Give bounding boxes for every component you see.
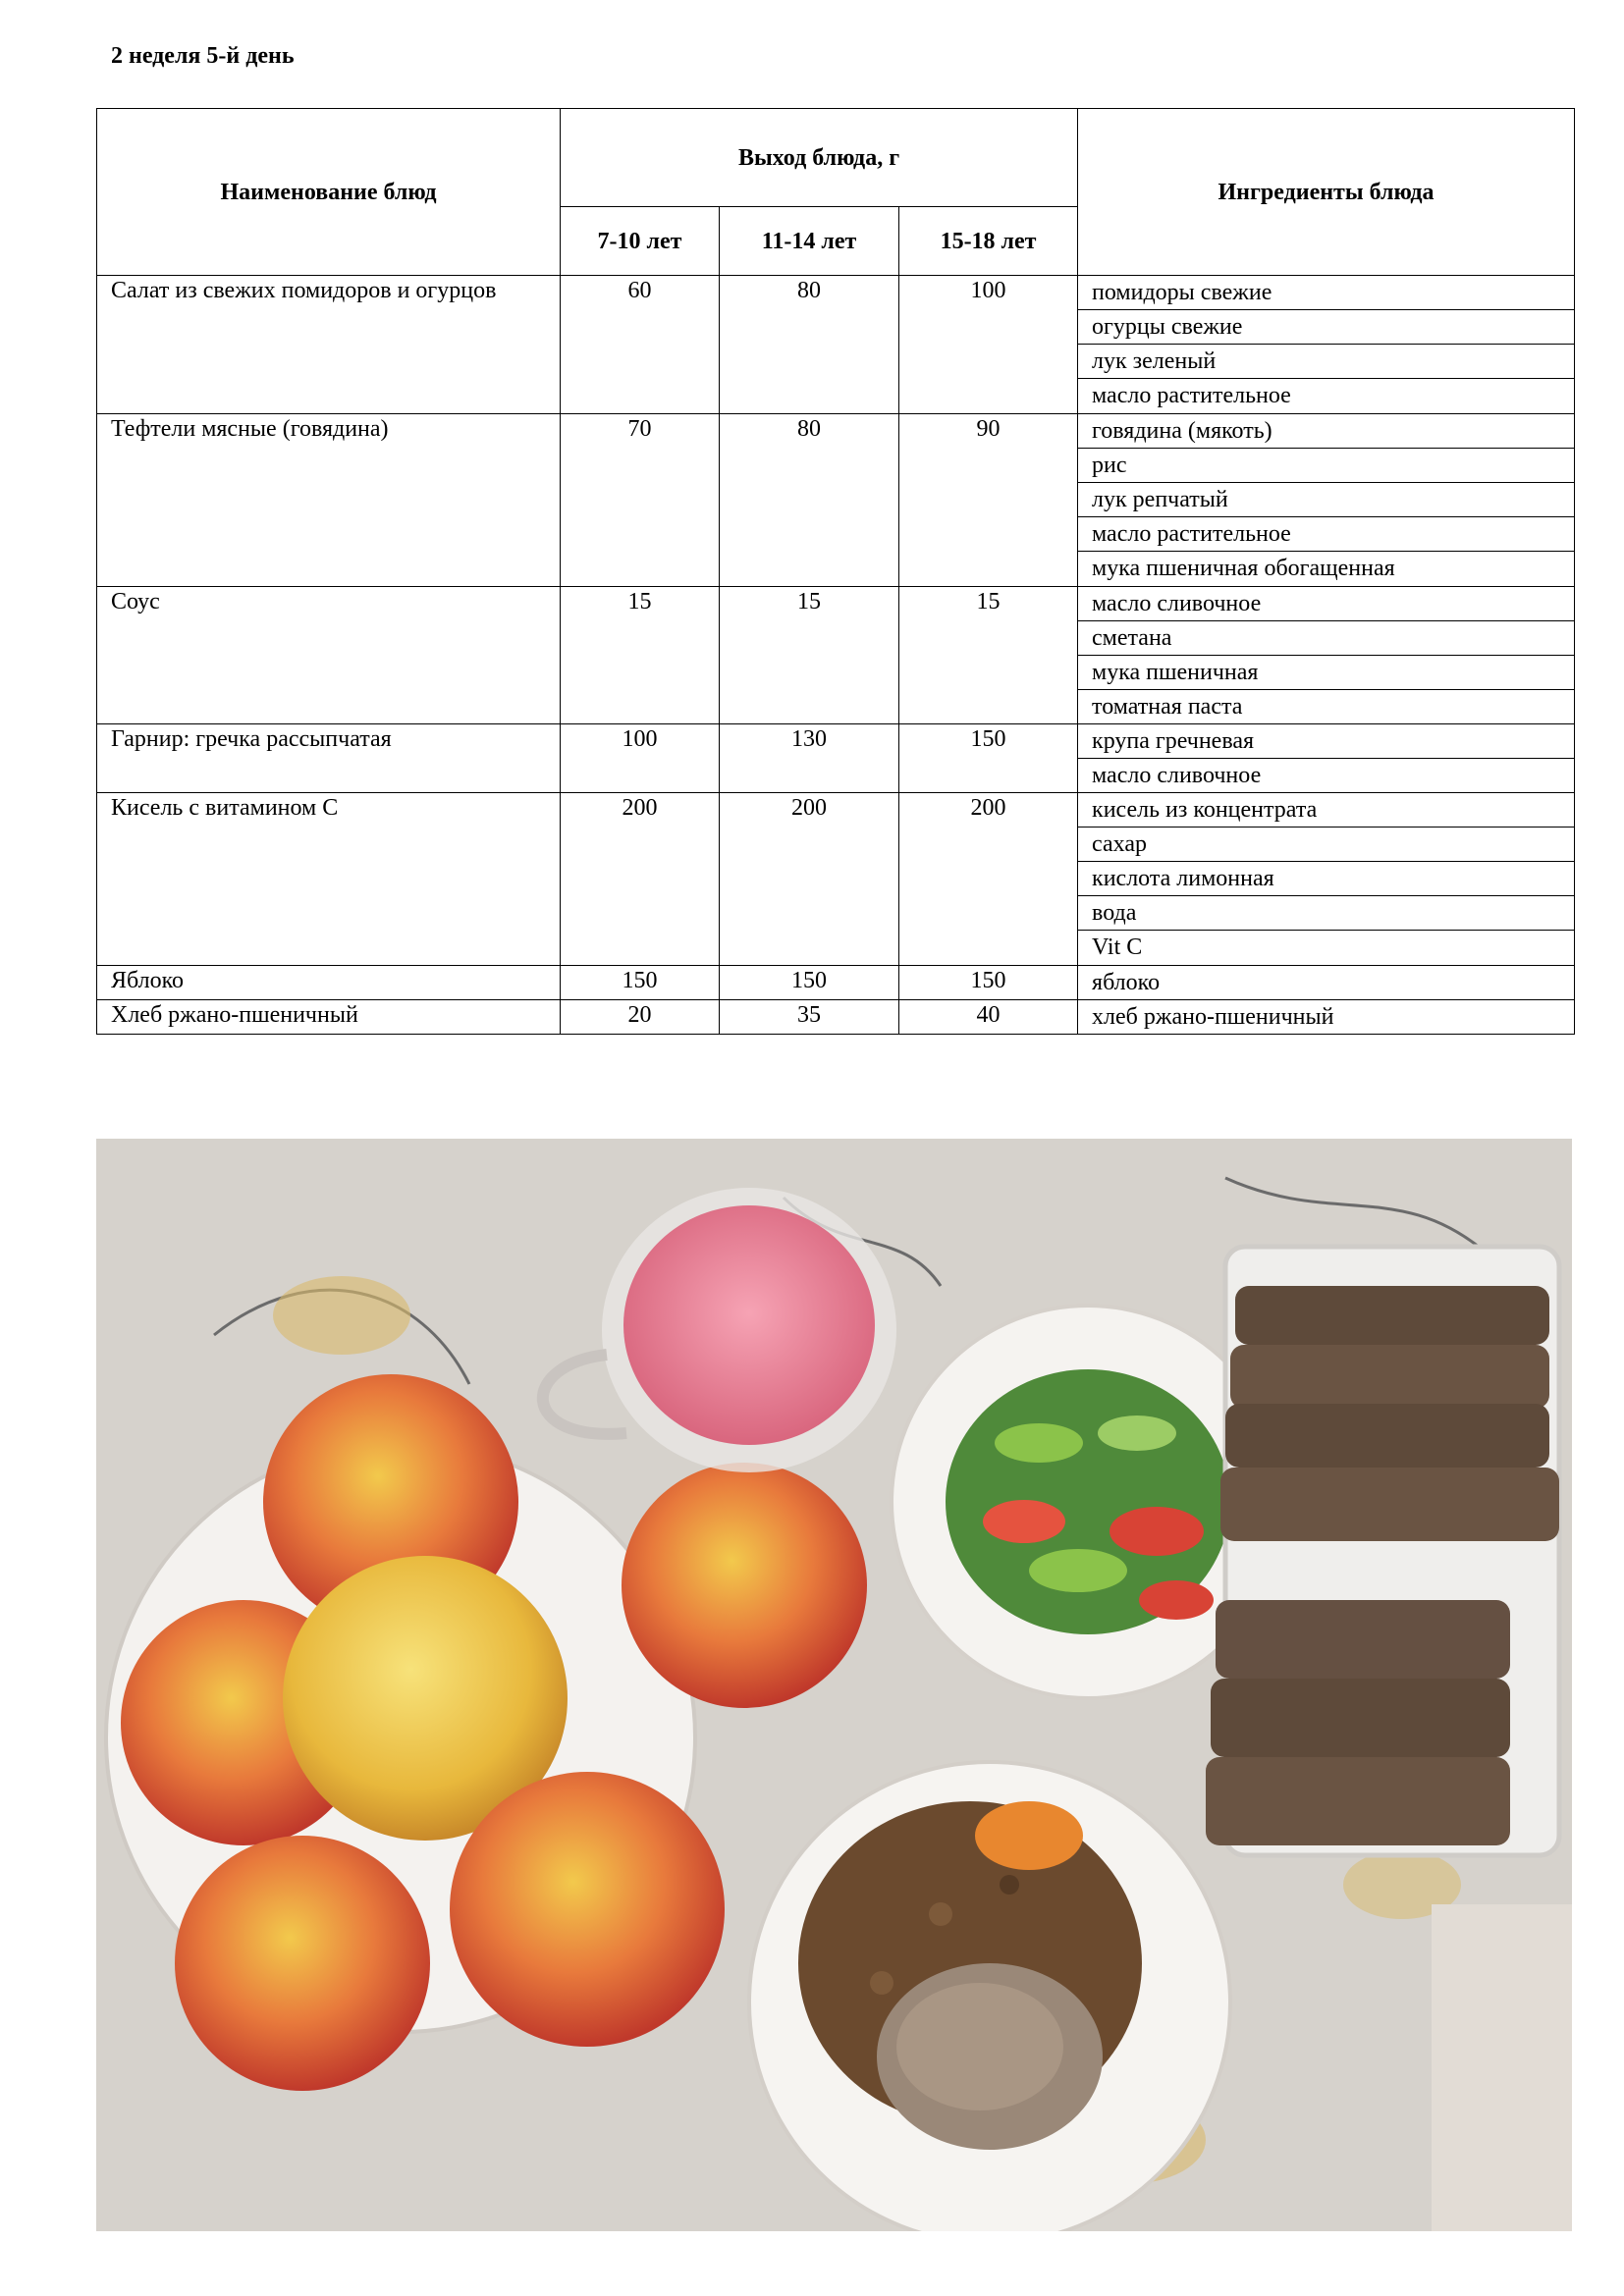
ingredient-item: яблоко — [1092, 970, 1161, 995]
ingredient-item: лук зеленый — [1078, 345, 1574, 379]
bread-slice — [1220, 1468, 1559, 1541]
ingredient-item: хлеб ржано-пшеничный — [1092, 1004, 1334, 1030]
meal-photo — [96, 1139, 1572, 2231]
dish-name-cell: Гарнир: гречка рассыпчатая — [97, 724, 561, 793]
yield-cell: 100 — [561, 724, 720, 793]
yield-cell: 15 — [561, 586, 720, 724]
ingredients-cell — [1078, 793, 1575, 966]
table-row — [97, 586, 1575, 724]
yield-cell: 20 — [561, 1000, 720, 1035]
apple-fruit — [175, 1836, 430, 2091]
ingredient-item: масло растительное — [1078, 517, 1574, 552]
dish-name-cell: Соус — [97, 586, 561, 724]
apple-fruit — [450, 1772, 725, 2047]
ingredient-item: масло растительное — [1092, 383, 1291, 408]
ingredient-item: кисель из концентрата — [1078, 793, 1574, 828]
yield-cell: 150 — [720, 966, 899, 1000]
ingredient-item: сахар — [1078, 828, 1574, 862]
yield-cell: 200 — [899, 793, 1078, 966]
menu-table — [96, 108, 1575, 1035]
page-heading: 2 неделя 5-й день — [111, 43, 295, 69]
ingredient-item: говядина (мякоть) — [1078, 414, 1574, 449]
header-age-group: 15-18 лет — [899, 207, 1078, 276]
dish-name-cell: Кисель с витамином С — [97, 793, 561, 966]
yield-cell: 130 — [720, 724, 899, 793]
yield-cell: 70 — [561, 413, 720, 586]
table-row — [97, 1000, 1575, 1035]
ingredient-item: сметана — [1078, 621, 1574, 656]
sauce — [975, 1801, 1083, 1870]
ingredients-cell — [1078, 1000, 1575, 1035]
ingredient-item: лук репчатый — [1078, 483, 1574, 517]
yield-cell: 15 — [720, 586, 899, 724]
apple-fruit — [622, 1463, 867, 1708]
ingredient-item: Vit C — [1092, 934, 1143, 960]
table-row — [97, 793, 1575, 966]
yield-cell: 200 — [720, 793, 899, 966]
ingredient-item: огурцы свежие — [1078, 310, 1574, 345]
meal-photo-drawing — [96, 1139, 1572, 2231]
ingredient-item: томатная паста — [1092, 693, 1243, 720]
ingredient-item: мука пшеничная обогащенная — [1092, 555, 1395, 581]
yield-cell: 150 — [899, 966, 1078, 1000]
yield-cell: 100 — [899, 276, 1078, 414]
ingredient-item: мука пшеничная — [1078, 656, 1574, 690]
header-age-group: 7-10 лет — [561, 207, 720, 276]
ingredients-cell — [1078, 413, 1575, 586]
yield-cell: 90 — [899, 413, 1078, 586]
header-age-group: 11-14 лет — [720, 207, 899, 276]
ingredient-item: масло сливочное — [1078, 587, 1574, 621]
kissel-drink — [623, 1205, 875, 1445]
ingredient-item: масло сливочное — [1092, 763, 1262, 788]
ingredients-cell — [1078, 586, 1575, 724]
yield-cell: 35 — [720, 1000, 899, 1035]
bread-slice — [1211, 1679, 1510, 1757]
dish-name-cell: Хлеб ржано-пшеничный — [97, 1000, 561, 1035]
bread-slice — [1230, 1345, 1549, 1409]
ingredient-item: рис — [1078, 449, 1574, 483]
ingredients-cell — [1078, 276, 1575, 414]
bread-slice — [1225, 1404, 1549, 1468]
ingredient-item: крупа гречневая — [1078, 724, 1574, 759]
header-ingredients: Ингредиенты блюда — [1078, 109, 1575, 276]
yield-cell: 150 — [561, 966, 720, 1000]
bread-slice — [1216, 1600, 1510, 1679]
yield-cell: 40 — [899, 1000, 1078, 1035]
yield-cell: 200 — [561, 793, 720, 966]
ingredient-item: кислота лимонная — [1078, 862, 1574, 896]
ingredient-item: помидоры свежие — [1078, 276, 1574, 310]
header-yield: Выход блюда, г — [561, 109, 1078, 207]
ingredients-cell — [1078, 966, 1575, 1000]
table-row — [97, 724, 1575, 793]
yield-cell: 80 — [720, 413, 899, 586]
yield-cell: 15 — [899, 586, 1078, 724]
table-row — [97, 413, 1575, 586]
table-row — [97, 966, 1575, 1000]
ingredients-cell — [1078, 724, 1575, 793]
napkin — [1432, 1904, 1572, 2231]
menu-table-body — [97, 276, 1575, 1035]
dish-name-cell: Яблоко — [97, 966, 561, 1000]
bread-slice — [1235, 1286, 1549, 1345]
yield-cell: 60 — [561, 276, 720, 414]
ingredient-item: вода — [1078, 896, 1574, 931]
dish-name-cell: Салат из свежих помидоров и огурцов — [97, 276, 561, 414]
bread-slice — [1206, 1757, 1510, 1845]
yield-cell: 80 — [720, 276, 899, 414]
dish-name-cell: Тефтели мясные (говядина) — [97, 413, 561, 586]
table-row — [97, 276, 1575, 414]
yield-cell: 150 — [899, 724, 1078, 793]
header-dish-name: Наименование блюд — [97, 109, 561, 276]
